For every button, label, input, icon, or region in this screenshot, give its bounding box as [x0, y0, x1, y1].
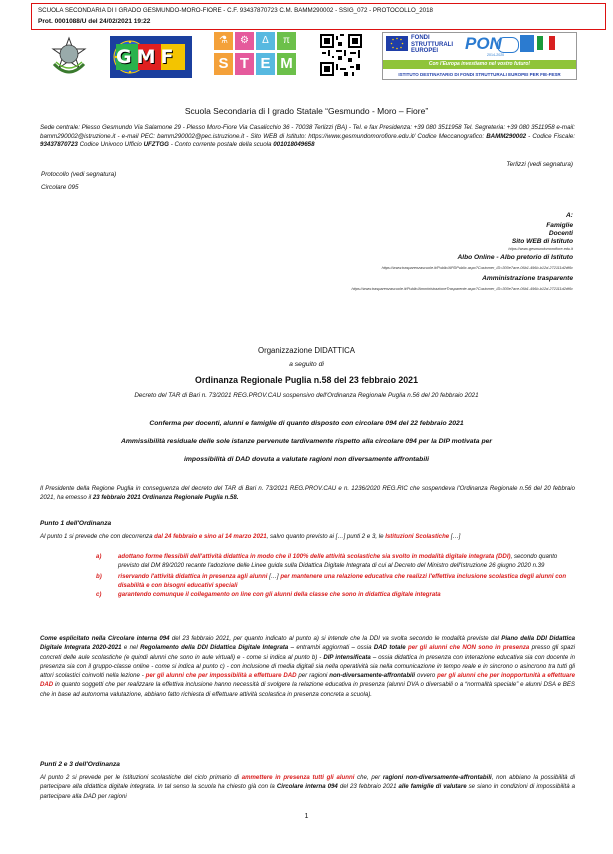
ccp-number: 001018049658 — [273, 141, 315, 148]
p23-c: che, per — [354, 774, 383, 781]
school-title: Scuola Secondaria di I grado Statale “Gesmundo - Moro – Fiore” — [184, 106, 429, 116]
pon-logo-text: PON — [465, 34, 502, 53]
intro-paragraph — [40, 484, 575, 503]
p2-m: per ragioni — [296, 672, 330, 680]
doc-title: Organizzazione DIDATTICA — [258, 346, 355, 355]
pon-europei: EUROPEI — [411, 48, 439, 54]
p2-k: – ossia didattica in presenza con interazione educativa sia con docente in presenza sia con il gruppo-classe online - come si indica al punto c) - con inclusione di media digitali sia nella operatività sia nella comunicazione in tempo reale e in sincrono o asincrono tra tutti gli attori scolastici coinvolti nella lezione - — [40, 653, 575, 680]
doc-subtitle: a seguito di — [289, 361, 324, 368]
stem-letter-e: E — [256, 53, 275, 75]
intro-text: Il Presidente della Regione Puglia in conseguenza del decreto del TAR di Bari n. 73/2021 REG.PROV.CAU e n. 1236/2020 REG.RIC che sospendeva l'Ordinanza Regionale n.56 del 20 febbraio 2021, ha emesso il — [40, 485, 575, 502]
qr-code-icon — [320, 34, 362, 76]
pon-banner — [382, 32, 577, 80]
list-a-bold: adottano forme flessibili dell'attività didattica in modo che il 100% delle attività scolastiche sia svolto in modalità digitale integrata (DDI) — [118, 553, 511, 560]
stem-letter-m: M — [277, 53, 296, 75]
gear-icon: ⚙ — [235, 32, 254, 50]
p1-institutions: Istituzioni Scolastiche — [385, 533, 450, 540]
p2-n: non-diversamente-affrontabili — [329, 672, 416, 680]
logos-row — [38, 32, 578, 84]
points-2-3-paragraph — [40, 773, 575, 801]
fiscal-code-label: - Codice Fiscale: — [526, 132, 575, 140]
p1-e: […] — [449, 533, 461, 540]
eu-flag-icon — [386, 36, 408, 51]
intro-bold: 23 febbraio 2021 Ordinanza Regionale Puglia n.58. — [92, 494, 239, 502]
circular-094-paragraph — [40, 634, 575, 699]
recipient-teachers: Docenti — [548, 230, 573, 237]
point-1-heading: Punto 1 dell'Ordinanza — [40, 520, 112, 527]
p2-q: in quanto soggetti che per realizzare la effettiva inclusione hanno necessità di svolgere la relazione educativa in presenza (alunni DVA o diversabili o a “normalità speciale” e alunni DSA e BES che in base ad autonoma valutazione, abbiano fatto richiesta di effettuare attività scolastica in presenza concreta a scuola). — [40, 681, 575, 698]
stem-letter-t: T — [235, 53, 254, 75]
p1-a: Al punto 1 si prevede che con decorrenza — [40, 533, 155, 540]
ccp-label: - Conto corrente postale della scuola — [169, 141, 272, 148]
school-address — [40, 124, 575, 150]
p2-l: per gli alunni che per impossibilità a effettuare DAD — [145, 672, 297, 680]
ministry-emblem-icon — [520, 35, 534, 52]
list-item-a — [96, 552, 575, 571]
pon-fondi: FONDI — [411, 35, 430, 41]
p2-a: Come esplicitato nella Circolare interna 094 — [40, 635, 170, 642]
p23-f: Circolare interna 094 — [276, 783, 338, 791]
list-c-bold: garantendo comunque il collegamento on line con gli alunni della classe che sono in didattica digitale integrata — [118, 591, 441, 599]
p2-d: e nel — [121, 644, 141, 652]
gmf-logo-text: GMF — [116, 46, 179, 68]
point-1-text — [40, 532, 575, 541]
list-marker-a: a) — [96, 553, 102, 560]
page-number: 1 — [304, 813, 309, 820]
p2-j: DIP intensificata — [323, 653, 371, 661]
pon-fondi-label — [411, 35, 453, 55]
recipient-transparency: Amministrazione trasparente — [482, 275, 573, 282]
list-marker-b: b) — [96, 572, 102, 580]
list-b-bold: riservando l'attività didattica in presenza agli alunni — [118, 572, 268, 580]
p23-h: alle famiglie di valutare — [398, 783, 467, 791]
pon-years: 2014-2020 — [487, 53, 505, 57]
measures-list — [96, 552, 575, 599]
p23-d: ragioni non-diversamente-affrontabili — [382, 774, 492, 781]
fiscal-code: 93437870723 — [40, 141, 78, 148]
stem-letter-s: S — [214, 53, 233, 75]
p2-e: Regolamento della DDI Didattica Digitale Integrata — [140, 644, 289, 652]
p1-c: , salvo quanto previsto ai […] punti 2 e 3, le — [266, 533, 386, 540]
protocol-ref: Protocollo (vedi segnatura) — [41, 171, 117, 178]
italian-republic-emblem — [48, 34, 90, 78]
admissibility-line: Ammissibilità residuale delle sole istanze pervenute tardivamente rispetto alla circolare 094 per la DIP motivata per — [120, 438, 493, 445]
circular-number: Circolare 095 — [41, 184, 79, 191]
list-b-rest: […] — [267, 572, 281, 580]
ipa-code: UFZTGG — [143, 141, 169, 148]
recipient-website: Sito WEB di Istituto — [511, 238, 573, 245]
recipient-albo: Albo Online - Albo pretorio di Istituto — [457, 254, 573, 261]
recipient-families: Famiglie — [546, 222, 573, 229]
p1-dates: dal 24 febbraio e sino al 14 marzo 2021 — [154, 533, 267, 540]
tar-decree: Decreto del TAR di Bari n. 73/2021 REG.PROV.CAU sospensivo dell'Ordinanza Regionale Puglia n.56 del 20 febbraio 2021 — [134, 392, 479, 399]
ipa-label: Codice Univoco Ufficio — [77, 141, 142, 148]
p23-i: se siano in condizioni di impossibilità a partecipare alla DAD per ragioni — [40, 783, 576, 800]
gmf-logo — [110, 36, 192, 78]
albo-url[interactable]: https://www.trasparenzascuole.it/Public/APDPublic.aspx?Customer_ID=300e7ace-06b1-496b-b12d-272111d2df6c — [381, 266, 573, 270]
italian-flag-icon — [537, 36, 555, 50]
pon-tagline: Con l'Europa investiamo nel vostro futuro! — [383, 60, 576, 69]
p23-e: , non abbiano la possibilità di partecipare alla didattica digitale integrata. In tal senso la scuola ha chiesto già con la — [40, 774, 576, 791]
impossibility-line: impossibilità di DAD dovuta a valutate ragioni non diversamente affrontabili — [184, 456, 429, 463]
p23-a: Al punto 2 si prevede per le Istituzioni scolastiche del ciclo primario di — [40, 774, 242, 781]
transparency-url[interactable]: https://www.trasparenzascuole.it/Public/AmministrazioneTrasparente.aspx?Customer_ID=300e7ace-06b1-496b-b12d-272111d2df6c — [351, 287, 573, 291]
list-item-c — [96, 590, 575, 599]
p2-b: del 23 febbraio 2021, per quanto indicato al punto a) si intende che la DDI va svolta secondo le modalità previste dal — [169, 635, 502, 642]
school-code: BAMM290002 — [486, 132, 527, 140]
p2-p: per gli alunni che per inopportunità a effettuare DAD — [40, 672, 575, 689]
pon-swoosh-icon — [497, 37, 519, 53]
points-2-3-heading: Punti 2 e 3 dell'Ordinanza — [40, 761, 120, 768]
address-text: Sede centrale: Plesso Gesmundo Via Salamone 29 - Plesso Moro-Fiore Via Casalicchio 36 - 70038 Terlizzi (BA) - Tel. e fax Presidenza: +39 080 3511958 Tel. Segreteria: +39 080 3511958 e-mail: bamm290002@istruzione.it - e-mail PEC: bamm290002@pec.istruzione.it - Sito WEB di Istituto: https://www.gesmundomorofiore.edu.it/ Codice Meccanografico: — [40, 124, 575, 140]
ordinance-title: Ordinanza Regionale Puglia n.58 del 23 febbraio 2021 — [195, 375, 418, 385]
list-marker-c: c) — [96, 591, 102, 599]
pon-strutturali: STRUTTURALI — [411, 41, 453, 48]
p2-f: – entrambi aggiornati – ossia — [288, 644, 374, 652]
list-a-rest: , secondo quanto previsto dal DM 89/2020 recante l'adozione delle Linee guida sulla Didattica Digitale Integrata di cui al Decreto del Ministro dell'Istruzione 26 giugno 2020 n.39 — [118, 553, 558, 570]
p2-h: per gli alunni che NON sono in presenza — [405, 644, 530, 652]
stamp-line-2: Prot. 0001088/U del 24/02/2021 19:22 — [38, 18, 151, 25]
pi-icon: π — [277, 32, 296, 50]
triangle-icon: Δ — [256, 32, 275, 50]
confirmation-line: Conferma per docenti, alunni e famiglie di quanto disposto con circolare 094 del 22 febbraio 2021 — [149, 420, 464, 427]
pon-footer: ISTITUTO DESTINATARIO DI FONDI STRUTTURALI EUROPEI PER FIE-FESR — [383, 70, 576, 79]
website-url[interactable]: https://www.gesmundomorofiore.edu.it — [508, 247, 573, 251]
p23-g: del 23 febbraio 2021 — [337, 783, 399, 791]
recipients-to: A: — [566, 212, 573, 219]
flask-icon: ⚗ — [214, 32, 233, 50]
list-item-b — [96, 572, 575, 591]
p2-c: Piano della DDI Didattica Digitale Integrata 2020-2021 — [40, 635, 575, 652]
p23-b: ammettere in presenza tutti gli alunni — [241, 774, 355, 781]
protocol-stamp — [31, 3, 606, 30]
stem-logo — [214, 32, 300, 78]
list-b-bold2: per mantenere una relazione educativa che realizzi l'effettiva inclusione scolastica degli alunni con disabilità e con bisogni educativi speciali — [118, 572, 567, 589]
place-date: Terlizzi (vedi segnatura) — [506, 161, 573, 168]
p2-i: presso gli spazi concreti delle aule scolastiche (e quindi alunni che sono in aule virtuali) e - come si indica al punto b) - — [40, 644, 575, 661]
p2-g: DAD totale — [373, 644, 406, 652]
stamp-line-1: SCUOLA SECONDARIA DI I GRADO GESMUNDO-MORO-FIORE - C.F. 93437870723 C.M. BAMM290002 - SSIG_072 - PROTOCOLLO_2018 — [38, 7, 433, 14]
p2-o: ovvero — [415, 672, 438, 680]
